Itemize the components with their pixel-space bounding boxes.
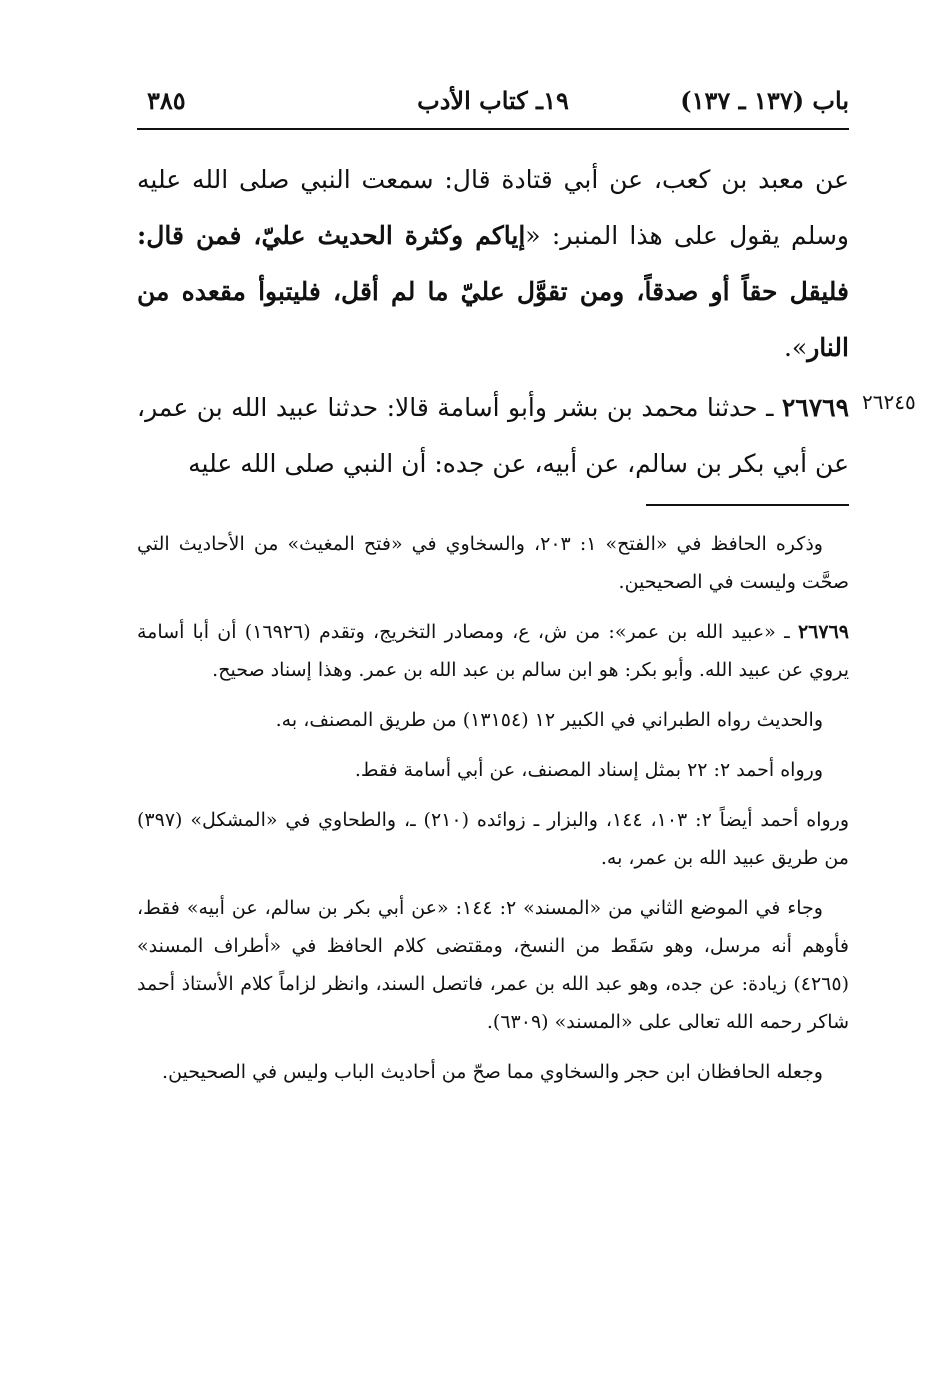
footnote-paragraph xyxy=(137,613,849,689)
header-divider xyxy=(137,128,849,130)
footnote-paragraph: والحديث رواه الطبراني في الكبير ١٢ (١٣١٥٤) من طريق المصنف، به. xyxy=(275,709,823,731)
hadith-continuation xyxy=(137,152,849,376)
footnote-paragraph: ورواه أحمد أيضاً ٢: ١٠٣، ١٤٤، والبزار ـ زوائده (٢١٠) ـ، والطحاوي في «المشكل» (٣٩٧) من طريق عبيد الله بن عمر، به. xyxy=(137,809,850,869)
footnotes xyxy=(137,525,849,1103)
margin-reference-number: ٢٦٢٤٥ xyxy=(862,390,916,414)
hadith-matn: إياكم وكثرة الحديث عليّ، فمن قال: فليقل حقاً أو صدقاً، ومن تقوَّل عليّ ما لم أقل، فليتبوأ مقعده من النار xyxy=(137,221,849,362)
book-title: ١٩ـ كتاب الأدب xyxy=(417,86,569,115)
hadith-number: ٢٦٧٦٩ xyxy=(781,393,849,422)
hadith-chain-text: عن معبد بن كعب، عن أبي قتادة قال: سمعت النبي صلى الله عليه وسلم يقول على هذا المنبر: « xyxy=(137,165,849,250)
page-number: ٣٨٥ xyxy=(147,86,186,115)
footnote-paragraph: وجاء في الموضع الثاني من «المسند» ٢: ١٤٤: «عن أبي بكر بن سالم، عن أبيه» فقط، فأوهم أنه مرسل، وهو سَقَط من النسخ، ومقتضى كلام الحافظ في «أطراف المسند» (٤٢٦٥) زيادة: عن جده، وهو عبد الله بن عمر، فاتصل السند، وانظر لزاماً كلام الأستاذ أحمد شاكر رحمه الله تعالى على «المسند» (٦٣٠٩). xyxy=(137,897,849,1033)
footnote-text: ـ «عبيد الله بن عمر»: من ش، ع، ومصادر التخريج، وتقدم (١٦٩٢٦) أن أبا أسامة يروي عن عبيد الله. وأبو بكر: هو ابن سالم بن عبد الله بن عمر. وهذا إسناد صحيح. xyxy=(137,621,849,681)
footnote-number: ٢٦٧٦٩ xyxy=(797,621,849,643)
footnote-paragraph: ورواه أحمد ٢: ٢٢ بمثل إسناد المصنف، عن أبي أسامة فقط. xyxy=(354,759,823,781)
chapter-range: باب (١٣٧ ـ ١٣٧) xyxy=(680,86,849,115)
footnote-divider xyxy=(646,504,849,506)
hadith-entry xyxy=(137,380,849,492)
hadith-text: ـ حدثنا محمد بن بشر وأبو أسامة قالا: حدثنا عبيد الله بن عمر، عن أبي بكر بن سالم، عن أبيه، عن جده: أن النبي صلى الله عليه xyxy=(137,393,849,478)
hadith-close-quote: ». xyxy=(783,333,808,362)
page-header xyxy=(137,78,849,128)
footnote-paragraph: وجعله الحافظان ابن حجر والسخاوي مما صحّ من أحاديث الباب وليس في الصحيحين. xyxy=(162,1061,823,1083)
footnote-paragraph: وذكره الحافظ في «الفتح» ١: ٢٠٣، والسخاوي في «فتح المغيث» من الأحاديث التي صحَّت وليست في الصحيحين. xyxy=(137,533,849,593)
